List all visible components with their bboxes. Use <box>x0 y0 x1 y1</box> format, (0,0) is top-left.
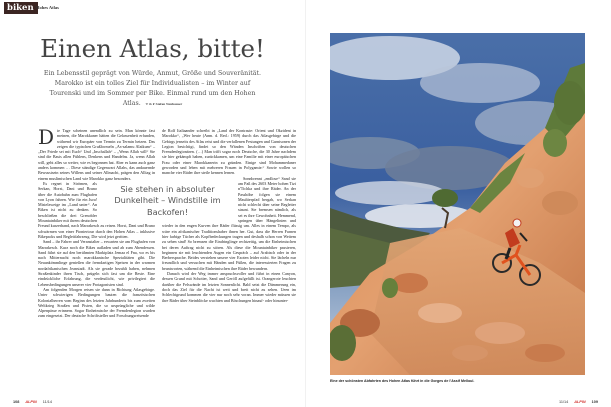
issue-number: 11/14 <box>42 400 52 404</box>
paragraph: de Rolf Italiaander schreibt in „Land der Kontraste: Orient und Okzident in Marokko“, „Wer heute (Anm. d. Red.: 1959) durch das Atlasgebirge und die Gebirgs jenseits des Atlas reist und die verfallenen Festungen und Garnisonen der Legion besichtigt, findet so den Wänden Inschriften von deutschen Fremdenlegionären. (…) Man trifft sogar noch Deutsche, die 30 Jahre nachdem sie hier gekämpft haben, zurückkamen, um eine Familie mit einer europäischen Frau oder einer Marokkanerin zu gründen. Einige sind Mohammedaner geworden und leben mit mehreren Frauen in Polygamie.“ Sowie wollen so manche vier Räder ihre steile kennen lernen. <box>162 128 296 176</box>
page-gutter <box>305 0 306 407</box>
paragraph: ie Tage scheinen unendlich zu sein. Man könnte fast meinen, die Marokkaner hätten die Gelassenheit erfunden, während wir Europäer von Termin zu Termin hetzen. Das zeigen die typischen Grußformeln „As-salamu Alaikum“ – „Der Friede sei mit Euch“ Und „Inschallah“ – „Wenn Allah will“ Sie sind die Basis allen Fühlens, Denkens und Handelns. Ja, wenn Allah will, geht alles so weiter, wie es begonnen hat. Aber es kann auch ganz anders kommen … Diese ständige Gegenwart Allahs, das andauernde Bewusstsein seines Willens und seiner Allmacht, prägen den Alltag in einem muslimischen Land wie Marokko ganz besonders. <box>38 128 155 181</box>
issue-number: 11/14 <box>559 400 569 404</box>
section-tag: biken <box>4 2 38 14</box>
page-number: 109 <box>591 400 598 404</box>
drop-cap: D <box>38 125 55 149</box>
folio-left <box>13 399 52 405</box>
paragraph: Danach wird der Weg immer anspruchsvoller und führt in einen Canyon, dessen Grund mit Schotter, Sand und Geröll aufgefüllt ist. Orangerote leuchten darüber die Felswände im letzten Sonnenlicht. Bald setzt die Dämmerung ein, doch das Ziel für die Nacht ist weit und breit nicht zu sehen. Ueen im Schlechtgrund kommen die vier nur noch sehr voran. Immer wieder müssen sie ihre Räder über Steinblöcke wuchten und Böschungen hinauf- oder hinunter- <box>162 271 296 303</box>
feature-photo <box>330 33 585 375</box>
pull-quote: Sie stehen in absoluter Dunkelheit – Windstille im Backofen! <box>114 183 221 217</box>
paragraph: Am folgenden Morgen reisen sie dann in Richtung Atlasgebirge. Unter schwierigen Bedingungen bauten die französischen Kolonialherren vom Beginn des letzten Jahrhunderts bis zum zweiten Weltkrieg Straßen und Pisten, die so ursprüngliche und wilde Alpenpässe erinnern. Sogar Einheimische der Fremdenlegion wurden zum eingesetzt. Der deutsche Schriftsteller und Forschungsreisende <box>38 286 155 319</box>
paragraph: Sand – ihr Fahrer und Veranstalter – erwarten sie am Flughafen von Marrakesch. Kurz noch die Bikes aufladen und ab zum Abendessen. Sand führt sie auf den berühmten Marktplatz Jemaa el Fna, wo es bis nach Mitternacht noch marokkanische Spezialitäten gibt. Die Neuankömmlinge genießen die fremdartigen Speisen in der warmen nordafrikanischen Jeanstadt. Als sie gerade bezahlt haben, nehmen Straßenkinder ihren Tisch, prügeln sich fast um die Reste. Eine eindrückliche Erfahrung, die verdeutlicht, wie privilegiert die Lebensbedingungen unserer vier Protagonisten sind. <box>38 239 155 287</box>
paragraph: Es regnet in Strömen, als Serkan, Horst, Dani und Bruno über die Autobahn zum Flughafen von Lyon fahren. Wie für ein Jura! Mistelzweige im „Land unter“. An Biken ist nicht zu denken. So beschließen die drei Grenobler Mountainbiker mit ihrem deutschen Freund kurzerhand, nach Marrakesch zu reisen. Horst, Dani und Bruno schwärmen von einer Pioniertour durch den Hohen Atlas – inklusive Bikepacks und Begleitfahrzeug. Die wird jetzt geritten. <box>38 180 155 239</box>
magazine-brand: ALPIN <box>25 400 37 404</box>
deck-text: Ein Lebensstil geprägt von Würde, Anmut, Größe und Souveränität. Marokko ist ein tolles Ziel für Individualisten – im Winter auf Tourenski und im Sommer per Bike. Einmal rund um den Hohen Atlas. <box>43 70 262 107</box>
photo-caption: Eine der schönsten Abfahrten des Hohen Atlas führt in die Gorges de l'Assif Melloul. <box>330 379 475 383</box>
article-deck <box>40 69 265 109</box>
body-column-1 <box>38 125 155 319</box>
section-subtitle: Hohes Atlas <box>36 5 59 10</box>
photo-mountain-biker <box>330 33 585 375</box>
author-credit: T & F Stefan Neuhauser <box>145 102 183 106</box>
page-number: 108 <box>13 400 20 404</box>
headline: Einen Atlas, bitte! <box>40 34 265 63</box>
folio-right <box>559 399 598 405</box>
paragraph: Sonnbrennt „endlose“ Sand sie am Paß des 2603 Meter hohen Tizi n'Tichka und ihre Räder. An der Passhöhe folgen sie einem Maultierpfad bergab, wo Serkan nicht schlecht über seine Begleiter staunt. Sie bremsen nämlich, als sei es ihre Gewohnheit. Hemmend, springen über Hängelinien und wieder in den engen Kurven ihre Räder flüssig um. Alles in einem Tempo, als wäre ein afrikanischer Traditionshaber ihnen her. Gut, dass die Herren Farnen hier farbige Tücher als Kopfbedeckungen tragen und deshalb schon von Weitem zu sehen sind! So bremsen die Eindringlinge rechtzeitig, um die Einheimischen bei deren Auftrag nicht zu stören. Als diese die Mountainbiker passieren, beginnen sie mit leuchtenden Augen ein Gespräch – auf Arabisch oder in der Berbersprache. Beides verstehen unsere vier Exoten leider nicht. Sie lächeln nur freundlich und versuchen mit Händen und Füßen, die interessierten Fragen zu beantworten, während die Einheimischen ihre Räder bewundern. <box>162 175 296 271</box>
magazine-brand: ALPIN <box>574 400 586 404</box>
